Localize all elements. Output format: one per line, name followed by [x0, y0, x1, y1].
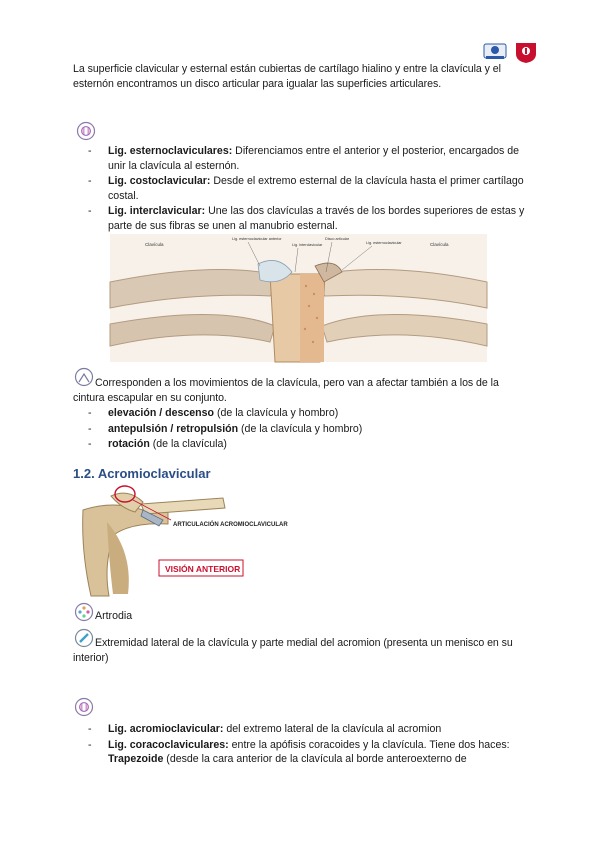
ligament-text-2: (desde la cara anterior de la clavícula al borde anteroexterno de — [163, 753, 467, 765]
movement-text: (de la clavícula y hombro) — [238, 422, 363, 435]
movements-list — [88, 406, 528, 453]
list-item: - Lig. coracoclaviculares: entre la apófisis coracoides y la clavícula. Tiene dos haces: Trapezoide (desde la cara anterior de la clavícula al borde anteroexterno de — [88, 738, 510, 765]
ligament-term: Lig. esternoclaviculares: — [108, 145, 233, 157]
ligament-text: entre la apófisis coracoides y la clavícula. Tiene dos haces: — [228, 738, 510, 751]
label-vision: VISIÓN ANTERIOR — [165, 564, 241, 574]
list-item: - antepulsión / retropulsión (de la clavícula y hombro) — [88, 422, 363, 435]
movement-term: rotación — [108, 438, 150, 450]
ligaments-icon — [76, 121, 96, 141]
ligament-text: Diferenciamos entre el anterior y el posterior, encargados de unir la clavícula al esternón. — [108, 145, 520, 172]
ligament-term-2: Trapezoide — [108, 753, 164, 765]
joint-type: Artrodia — [95, 610, 133, 622]
label-clavicula-right: Clavícula — [430, 242, 449, 247]
list-item: - Lig. acromioclavicular: del extremo lateral de la clavícula al acromion — [88, 723, 442, 735]
list-item: - Lig. interclavicular: Une las dos clavículas a través de los bordes superiores de estas y parte de sus fibras se unen al manubrio esternal. — [88, 205, 525, 232]
header-logos — [482, 40, 538, 64]
list-item: - Lig. costoclavicular: Desde el extremo esternal de la clavícula hasta el primer cartílago costal. — [88, 175, 524, 202]
ligament-term: Lig. interclavicular: — [108, 205, 206, 217]
ligament-term: Lig. acromioclavicular: — [108, 723, 224, 735]
ligaments-list-1 — [88, 144, 528, 234]
section-heading: 1.2. Acromioclavicular — [73, 466, 211, 481]
university-logo-icon — [482, 40, 508, 62]
label-disco: Disco articular — [325, 237, 350, 241]
faculty-logo-icon — [514, 40, 538, 64]
ligament-term: Lig. coracoclaviculares: — [108, 738, 229, 751]
sternoclavicular-figure — [110, 234, 487, 362]
list-item: - rotación (de la clavícula) — [88, 438, 227, 450]
label-lig-esterno: Lig. esternoclavicular — [366, 241, 402, 245]
movement-term: antepulsión / retropulsión — [108, 422, 239, 435]
label-lig-esterno-ant: Lig. esternoclavicular anterior — [232, 237, 282, 241]
acromioclavicular-figure — [73, 482, 288, 596]
intro-paragraph: La superficie clavicular y esternal están cubiertas de cartílago hialino y entre la clavícula y el esternón encontramos un disco articular para igualar las superficies articulares. — [73, 63, 501, 90]
movement-text: (de la clavícula y hombro) — [214, 407, 339, 419]
ligaments-icon-2 — [74, 697, 94, 717]
surfaces-paragraph: Extremidad lateral de la clavícula y parte medial del acromion (presenta un menisco en su interior) — [73, 637, 513, 664]
label-articulacion: ARTICULACIÓN ACROMIOCLAVICULAR — [173, 522, 288, 528]
label-clavicula-left: Clavícula — [145, 242, 164, 247]
label-lig-interclav: Lig. interclavicular — [292, 243, 323, 247]
movements-paragraph: Corresponden a los movimientos de la clavícula, pero van a afectar también a los de la cintura escapular en su conjunto. — [73, 377, 499, 404]
ligament-text: del extremo lateral de la clavícula al acromion — [223, 723, 442, 735]
list-item: - elevación / descenso (de la clavícula y hombro) — [88, 407, 339, 419]
ligament-text: Une las dos clavículas a través de los bordes superiores de estas y parte de sus fibras se unen al manubrio esternal. — [108, 205, 525, 232]
ligament-text: Desde el extremo esternal de la clavícula hasta el primer cartílago costal. — [108, 175, 524, 202]
movement-term: elevación / descenso — [108, 407, 214, 419]
list-item: - Lig. esternoclaviculares: Diferenciamos entre el anterior y el posterior, encargados de unir la clavícula al esternón. — [88, 145, 520, 172]
ligament-term: Lig. costoclavicular: — [108, 175, 211, 187]
ligaments-list-2 — [88, 722, 528, 768]
movement-text: (de la clavícula) — [149, 438, 227, 450]
